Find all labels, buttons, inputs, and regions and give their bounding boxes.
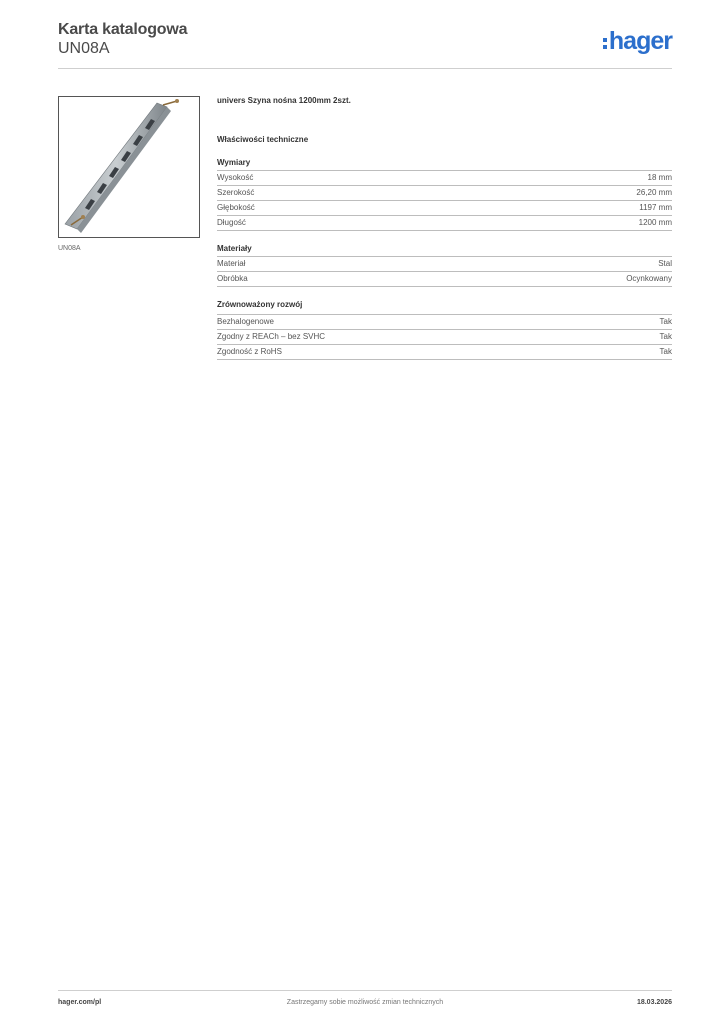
spec-value: 18 mm (647, 173, 672, 182)
product-name: univers Szyna nośna 1200mm 2szt. (217, 96, 351, 105)
website-link[interactable]: hager.com/pl (58, 999, 102, 1006)
spec-value: Stal (658, 259, 672, 268)
tech-section-title: Właściwości techniczne (217, 135, 309, 144)
group-dimensions (217, 158, 672, 231)
spec-label: Zgodny z REACh – bez SVHC (217, 332, 326, 341)
spec-label: Obróbka (217, 274, 248, 283)
spec-label: Długość (217, 218, 246, 227)
group-title: Zrównoważony rozwój (217, 300, 303, 309)
spec-row (217, 257, 672, 272)
group-title: Materiały (217, 244, 672, 257)
mounting-rail-illustration (59, 97, 199, 237)
spec-row (217, 345, 672, 360)
spec-value: Tak (659, 332, 672, 341)
spec-label: Głębokość (217, 203, 255, 212)
logo-text: hager (608, 26, 672, 55)
disclaimer-text: Zastrzegamy sobie możliwość zmian technicznych (286, 999, 444, 1006)
spec-value: Tak (659, 317, 672, 326)
spec-label: Bezhalogenowe (217, 317, 274, 326)
product-details (217, 96, 672, 360)
group-materials (217, 244, 672, 287)
spec-value: 1200 mm (638, 218, 672, 227)
product-image (58, 96, 200, 238)
spec-row (217, 272, 672, 287)
page-header (58, 20, 672, 69)
spec-label: Wysokość (217, 173, 254, 182)
spec-value: 1197 mm (639, 203, 672, 212)
spec-value: 26,20 mm (636, 188, 672, 197)
document-date: 18.03.2026 (636, 999, 672, 1006)
spec-label: Szerokość (217, 188, 255, 197)
spec-row (217, 171, 672, 186)
product-code: UN08A (58, 40, 110, 57)
spec-value: Tak (659, 347, 672, 356)
group-title: Wymiary (217, 158, 672, 171)
spec-value: Ocynkowany (626, 274, 672, 283)
logo-dots-icon (603, 38, 607, 49)
group-sustainability (217, 300, 672, 360)
spec-label: Materiał (217, 259, 246, 268)
spec-row (217, 314, 672, 330)
hager-logo (603, 26, 672, 56)
spec-row (217, 216, 672, 231)
page-footer (58, 990, 672, 1011)
spec-row (217, 330, 672, 345)
document-title: Karta katalogowa (58, 21, 188, 38)
image-caption: UN08A (58, 245, 81, 252)
spec-label: Zgodność z RoHS (217, 347, 282, 356)
spec-row (217, 186, 672, 201)
spec-row (217, 201, 672, 216)
